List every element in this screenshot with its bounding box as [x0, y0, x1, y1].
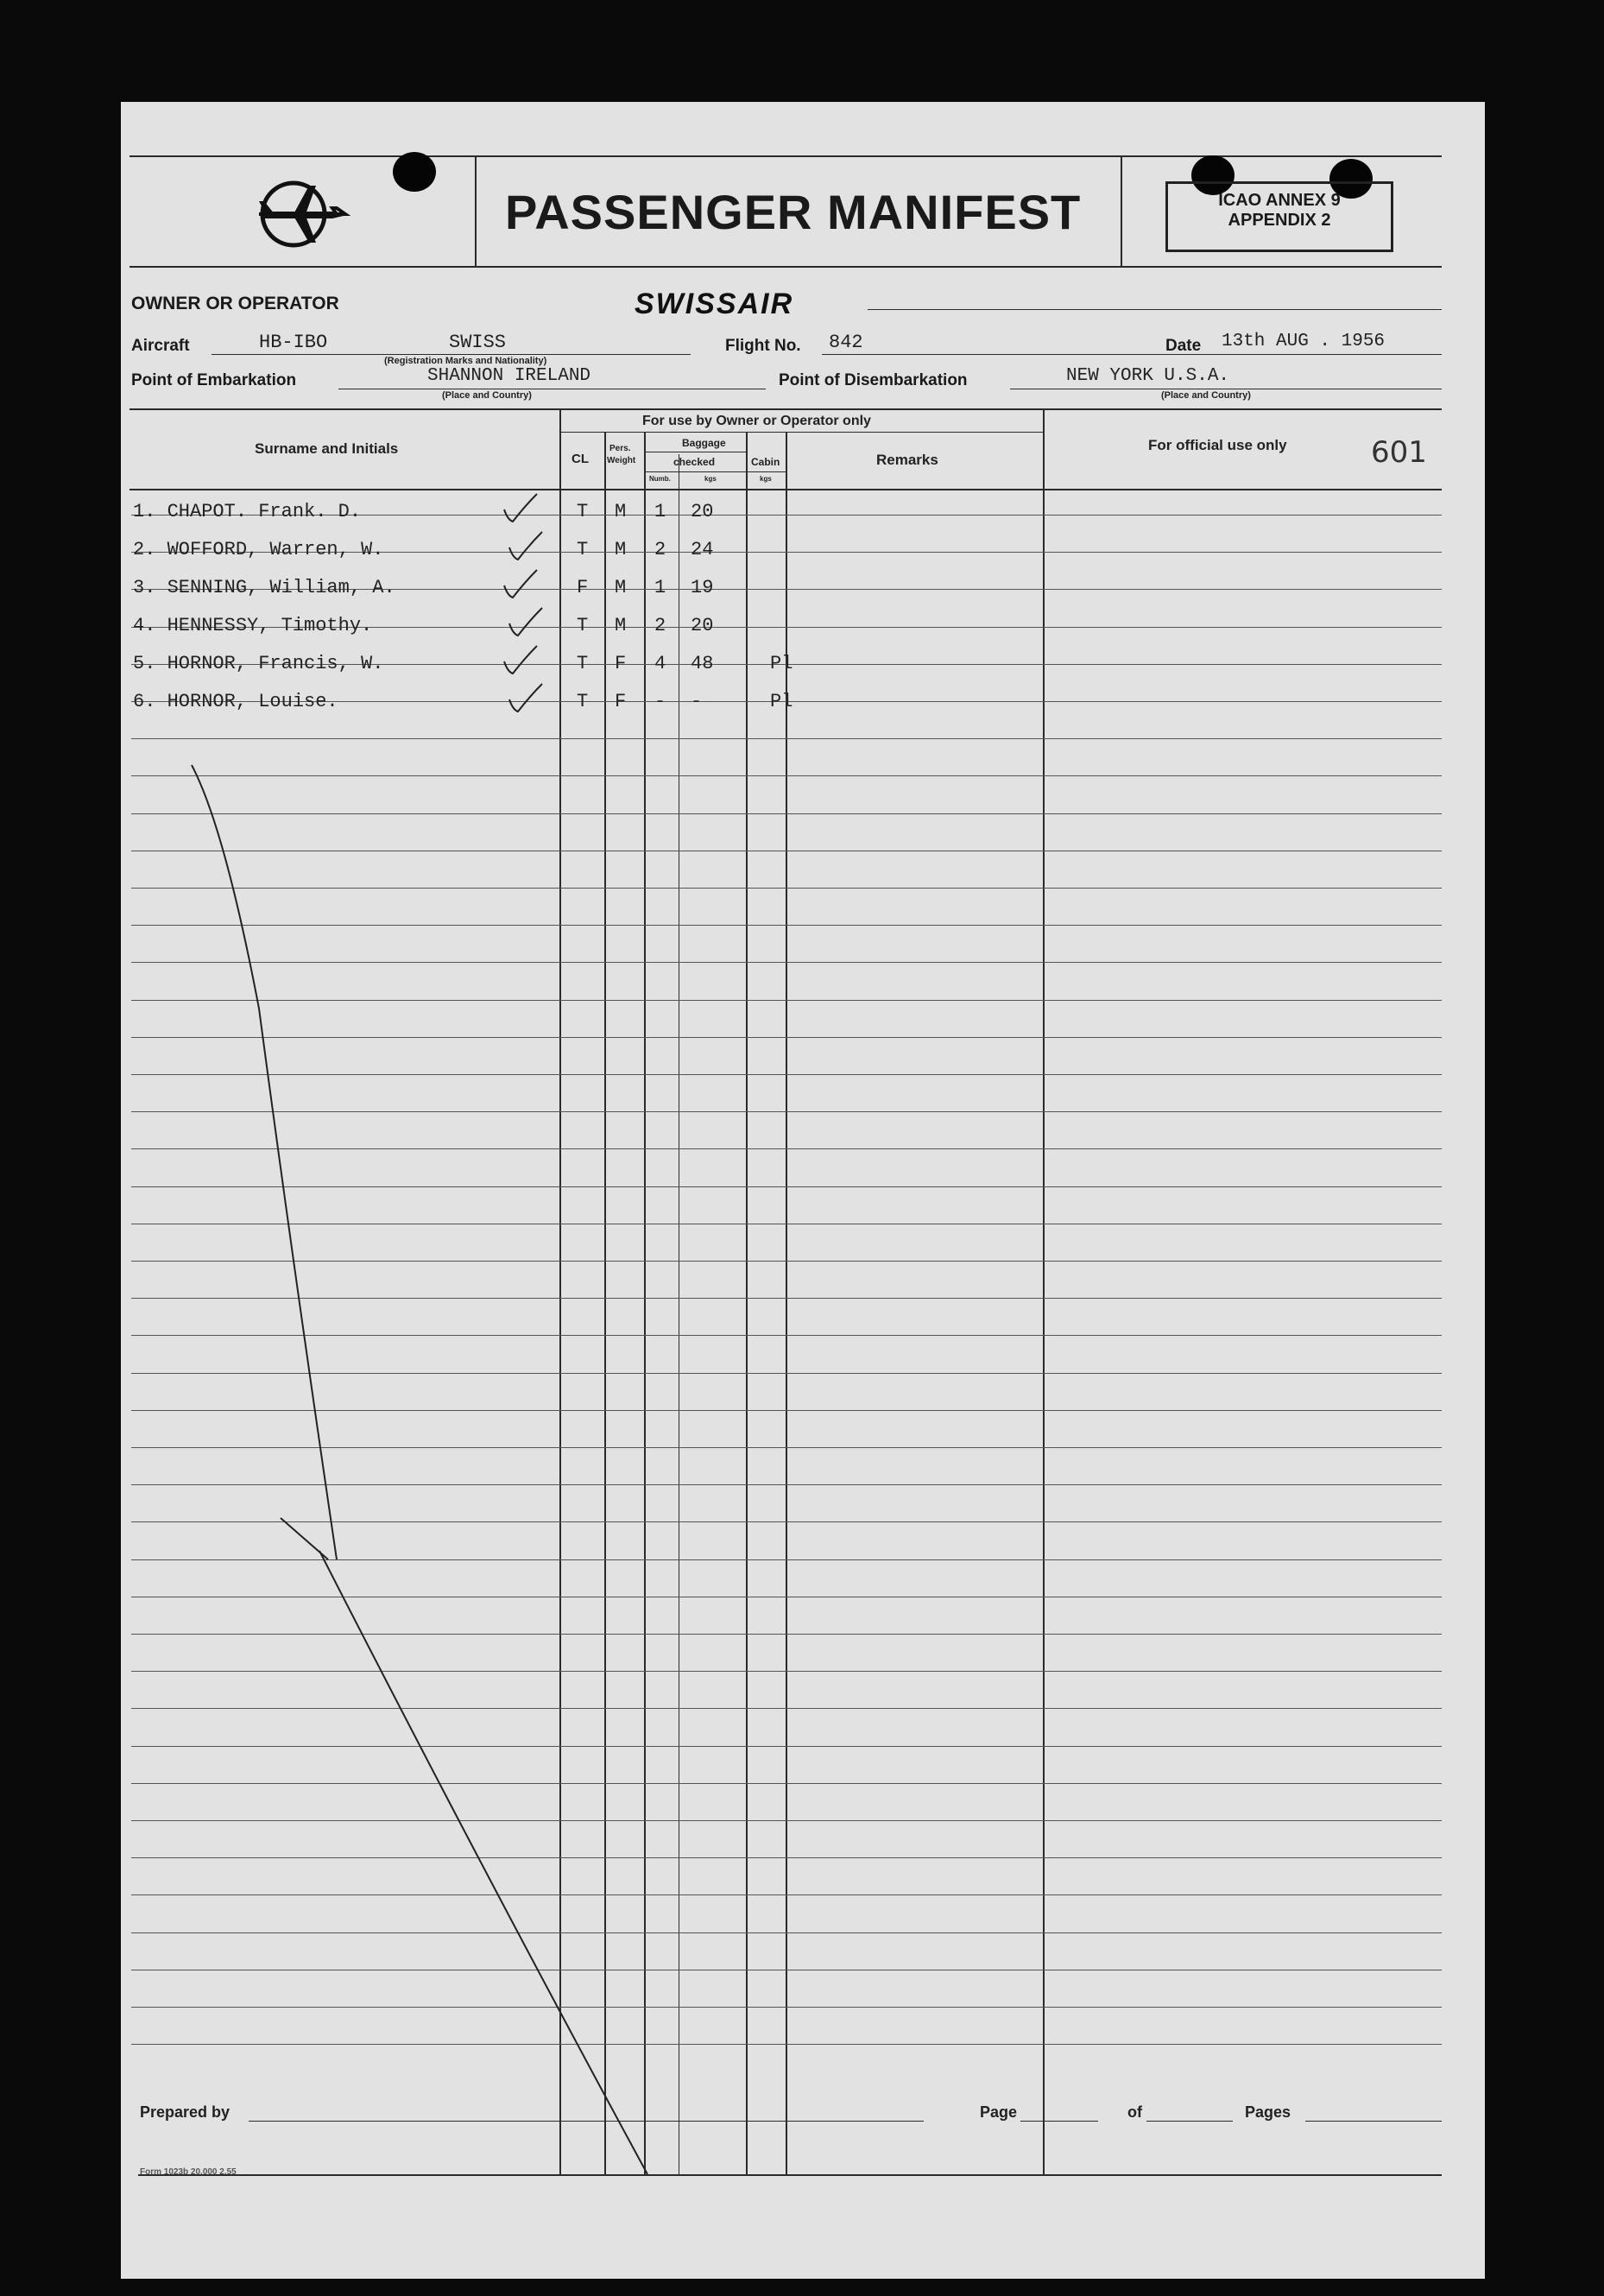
page-underline	[1020, 2121, 1098, 2122]
passenger-cl: T	[577, 615, 589, 636]
form-number: Form 1023b 20,000 2.55	[140, 2167, 237, 2177]
flight-label: Flight No.	[725, 337, 801, 355]
col-weight-header-1: Pers.	[609, 444, 631, 453]
passenger-cabin: Pl	[770, 653, 793, 674]
operator-label: OWNER OR OPERATOR	[131, 294, 339, 313]
passenger-cl: T	[577, 653, 589, 674]
col-name-header: Surname and Initials	[255, 440, 399, 457]
passenger-kgs: -	[691, 691, 703, 712]
passenger-name: 4. HENNESSY, Timothy.	[133, 615, 373, 636]
date-value: 13th AUG . 1956	[1222, 332, 1386, 351]
annex-line-2: APPENDIX 2	[1228, 211, 1331, 230]
flight-value: 842	[829, 332, 863, 353]
embarkation-value: SHANNON IRELAND	[427, 366, 591, 386]
passenger-cl: T	[577, 501, 589, 522]
passenger-kgs: 24	[691, 539, 714, 560]
passenger-kgs: 20	[691, 615, 714, 636]
of-label: of	[1127, 2103, 1142, 2121]
col-weight-header-2: Weight	[607, 456, 636, 465]
pages-label: Pages	[1245, 2103, 1291, 2121]
baggage-header: Baggage	[682, 437, 726, 449]
embarkation-label: Point of Embarkation	[131, 371, 297, 389]
aircraft-label: Aircraft	[131, 337, 190, 355]
operator-only-header: For use by Owner or Operator only	[642, 414, 871, 428]
passenger-kgs: 19	[691, 577, 714, 598]
of-underline	[1146, 2121, 1233, 2122]
passenger-cabin: Pl	[770, 691, 793, 712]
page-label: Page	[980, 2103, 1018, 2121]
passenger-name: 5. HORNOR, Francis, W.	[133, 653, 384, 674]
disembarkation-caption: (Place and Country)	[1161, 390, 1251, 401]
page-title: PASSENGER MANIFEST	[505, 185, 1082, 239]
passenger-weight: M	[615, 615, 627, 636]
aircraft-registration: HB-IBO	[259, 332, 328, 353]
passenger-weight: M	[615, 539, 627, 560]
kgs-subheader-cabin: kgs	[760, 475, 772, 483]
operator-value: SWISSAIR	[635, 288, 794, 320]
date-label: Date	[1165, 337, 1202, 355]
kgs-subheader-checked: kgs	[704, 475, 717, 483]
embarkation-caption: (Place and Country)	[442, 390, 532, 401]
passenger-pieces: 1	[654, 577, 666, 598]
passenger-name: 2. WOFFORD, Warren, W.	[133, 539, 384, 560]
passenger-cl: F	[577, 577, 589, 598]
passenger-pieces: 1	[654, 501, 666, 522]
passenger-name: 3. SENNING, William, A.	[133, 577, 395, 598]
number-subheader: Numb.	[649, 475, 671, 483]
pages-underline	[1305, 2121, 1442, 2122]
passenger-cl: T	[577, 691, 589, 712]
passenger-weight: M	[615, 577, 627, 598]
checked-header: checked	[673, 456, 716, 468]
passenger-pieces: -	[654, 691, 666, 712]
col-official-header: For official use only	[1148, 437, 1287, 453]
passenger-weight: M	[615, 501, 627, 522]
passenger-weight: F	[615, 653, 627, 674]
footer-top-rule	[138, 2174, 1442, 2176]
handwritten-strike-line	[121, 102, 1485, 2279]
col-remarks-header: Remarks	[876, 452, 938, 468]
passenger-cl: T	[577, 539, 589, 560]
official-number: 601	[1371, 435, 1427, 470]
passenger-pieces: 4	[654, 653, 666, 674]
aircraft-caption: (Registration Marks and Nationality)	[384, 356, 547, 366]
prepared-by-label: Prepared by	[140, 2103, 230, 2121]
passenger-kgs: 20	[691, 501, 714, 522]
passenger-pieces: 2	[654, 539, 666, 560]
prepared-by-underline	[249, 2121, 924, 2122]
col-cl-header: CL	[572, 452, 589, 466]
manifest-sheet	[121, 102, 1485, 2279]
passenger-weight: F	[615, 691, 627, 712]
passenger-kgs: 48	[691, 653, 714, 674]
passenger-pieces: 2	[654, 615, 666, 636]
disembarkation-value: NEW YORK U.S.A.	[1066, 366, 1230, 386]
cabin-header: Cabin	[751, 456, 780, 468]
passenger-name: 1. CHAPOT. Frank. D.	[133, 501, 362, 522]
disembarkation-label: Point of Disembarkation	[779, 371, 968, 389]
annex-line-1: ICAO ANNEX 9	[1218, 191, 1341, 210]
passenger-name: 6. HORNOR, Louise.	[133, 691, 338, 712]
aircraft-nationality: SWISS	[449, 332, 507, 353]
